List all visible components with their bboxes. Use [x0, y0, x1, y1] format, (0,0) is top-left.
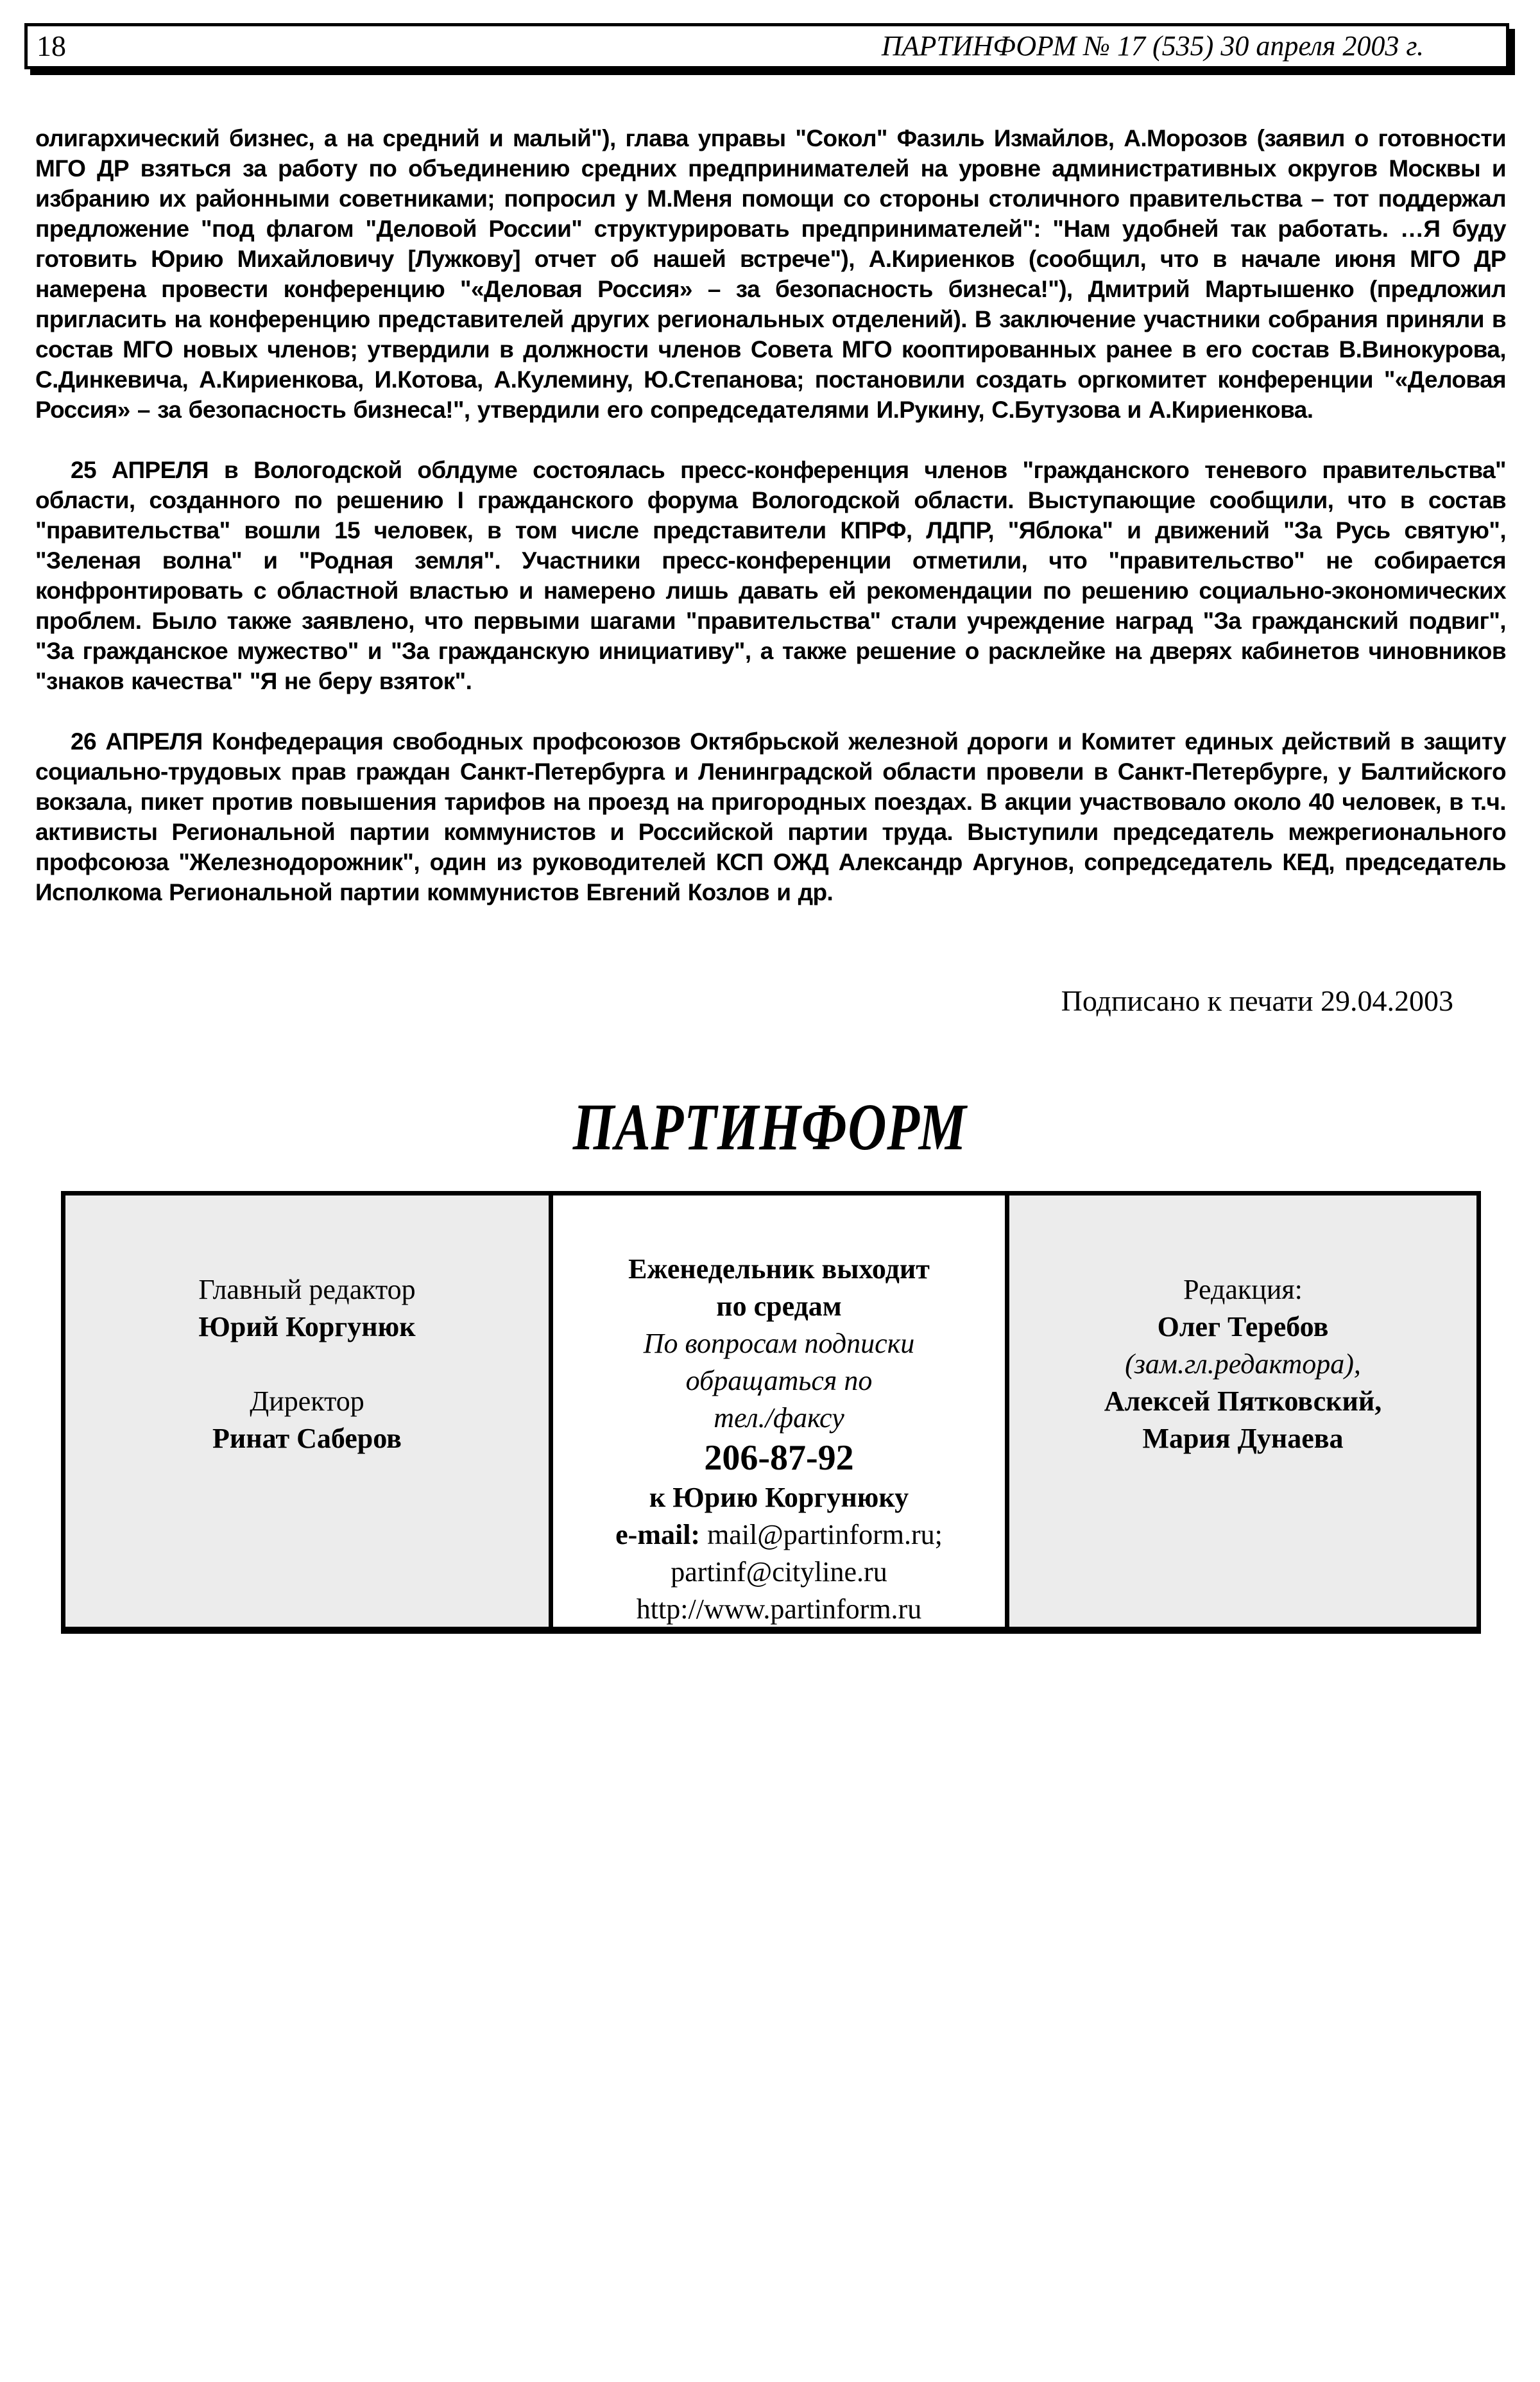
imprint-line: http://www.partinform.ru: [636, 1593, 922, 1625]
imprint-line: Главный редактор: [198, 1274, 416, 1305]
imprint-line: 206-87-92: [704, 1438, 854, 1478]
running-header: [24, 23, 1509, 69]
page-number: 18: [37, 30, 66, 62]
imprint-line: partinf@cityline.ru: [671, 1556, 887, 1588]
imprint-line: Редакция:: [1183, 1274, 1303, 1305]
imprint-line: Ринат Саберов: [212, 1423, 402, 1454]
imprint-cell-contacts: [553, 1195, 1009, 1627]
imprint-line: Еженедельник выходит: [628, 1253, 930, 1285]
imprint-line: Юрий Коргунюк: [198, 1311, 416, 1342]
imprint-cell-editors: [65, 1195, 553, 1627]
body-paragraph: 25 АПРЕЛЯ в Вологодской облдуме состоялась пресс-конференция членов "гражданского теневого правительства" области, созданного по решению I гражданского форума Вологодской области. Выступающие сообщили, что в состав "правительства" вошли 15 человек, в том числе представители КПРФ, ЛДПР, "Яблока" и движений "За Русь святую", "Зеленая волна" и "Родная земля". Участники пресс-конференции отметили, что "правительство" не собирается конфронтировать с областной властью и намерено лишь давать ей рекомендации по решению социально-экономических проблем. Было также заявлено, что первыми шагами "правительства" стали учреждение наград "За гражданский подвиг", "За гражданское мужество" и "За гражданскую инициативу", а также решение о расклейке на дверях кабинетов чиновников "знаков качества" "Я не беру взяток".: [35, 457, 1506, 694]
imprint-line: Алексей Пятковский,: [1104, 1385, 1382, 1417]
masthead-title: ПАРТИНФОРМ: [573, 1090, 967, 1164]
imprint-table: [61, 1191, 1481, 1634]
body-paragraph: 26 АПРЕЛЯ Конфедерация свободных профсоюзов Октябрьской железной дороги и Комитет единых действий в защиту социально-трудовых прав граждан Санкт-Петербурга и Ленинградской области провели в Санкт-Петербурге, у Балтийского вокзала, пикет против повышения тарифов на проезд на пригородных поездах. В акции участвовало около 40 человек, в т.ч. активисты Региональной партии коммунистов и Российской партии труда. Выступили председатель межрегионального профсоюза "Железнодорожник", один из руководителей КСП ОЖД Александр Аргунов, сопредседатель КЕД, председатель Исполкома Региональной партии коммунистов Евгений Козлов и др.: [35, 728, 1506, 905]
imprint-line: по средам: [716, 1290, 842, 1322]
imprint-line: (зам.гл.редактора),: [1125, 1348, 1361, 1380]
body-paragraphs: [35, 123, 1506, 938]
imprint-line: Директор: [250, 1385, 364, 1417]
imprint-line: Мария Дунаева: [1142, 1423, 1344, 1454]
imprint-line: к Юрию Коргунюку: [649, 1482, 909, 1513]
body-paragraph: олигархический бизнес, а на средний и малый"), глава управы "Сокол" Фазиль Измайлов, А.Морозов (заявил о готовности МГО ДР взяться за работу по объединению средних предпринимателей на уровне административных округов Москвы и избранию их районными советниками; попросил у М.Меня помощи со стороны столичного правительства – тот поддержал предложение "под флагом "Деловой России" структурировать предпринимателей": "Нам удобней так работать. …Я буду готовить Юрию Михайловичу [Лужкову] отчет об нашей встрече"), А.Кириенков (сообщил, что в начале июня МГО ДР намерена провести конференцию "«Деловая Россия» – за безопасность бизнеса!"), Дмитрий Мартышенко (предложил пригласить на конференцию представителей других региональных отделений). В заключение участники собрания приняли в состав МГО новых членов; утвердили в должности членов Совета МГО кооптированных ранее в его состав В.Винокурова, С.Динкевича, А.Кириенкова, И.Котова, А.Кулемину, Ю.Степанова; постановили создать оргкомитет конференции "«Деловая Россия» – за безопасность бизнеса!", утвердили его сопредседателями И.Рукину, С.Бутузова и А.Кириенкова.: [35, 125, 1506, 423]
imprint-line: По вопросам подписки: [643, 1328, 915, 1359]
imprint-cell-editorial-staff: [1009, 1195, 1476, 1627]
imprint-line-bold-prefix: e-mail:: [615, 1519, 701, 1550]
issue-title: ПАРТИНФОРМ № 17 (535) 30 апреля 2003 г.: [881, 30, 1424, 62]
imprint-line: тел./факсу: [714, 1402, 844, 1434]
masthead: [0, 1091, 1540, 1164]
imprint-line: [65, 1346, 549, 1383]
imprint-line: e-mail: mail@partinform.ru;: [615, 1519, 943, 1550]
imprint-line: обращаться по: [685, 1365, 873, 1396]
imprint-line: Олег Теребов: [1157, 1311, 1329, 1342]
signoff-line: Подписано к печати 29.04.2003: [1061, 984, 1453, 1017]
